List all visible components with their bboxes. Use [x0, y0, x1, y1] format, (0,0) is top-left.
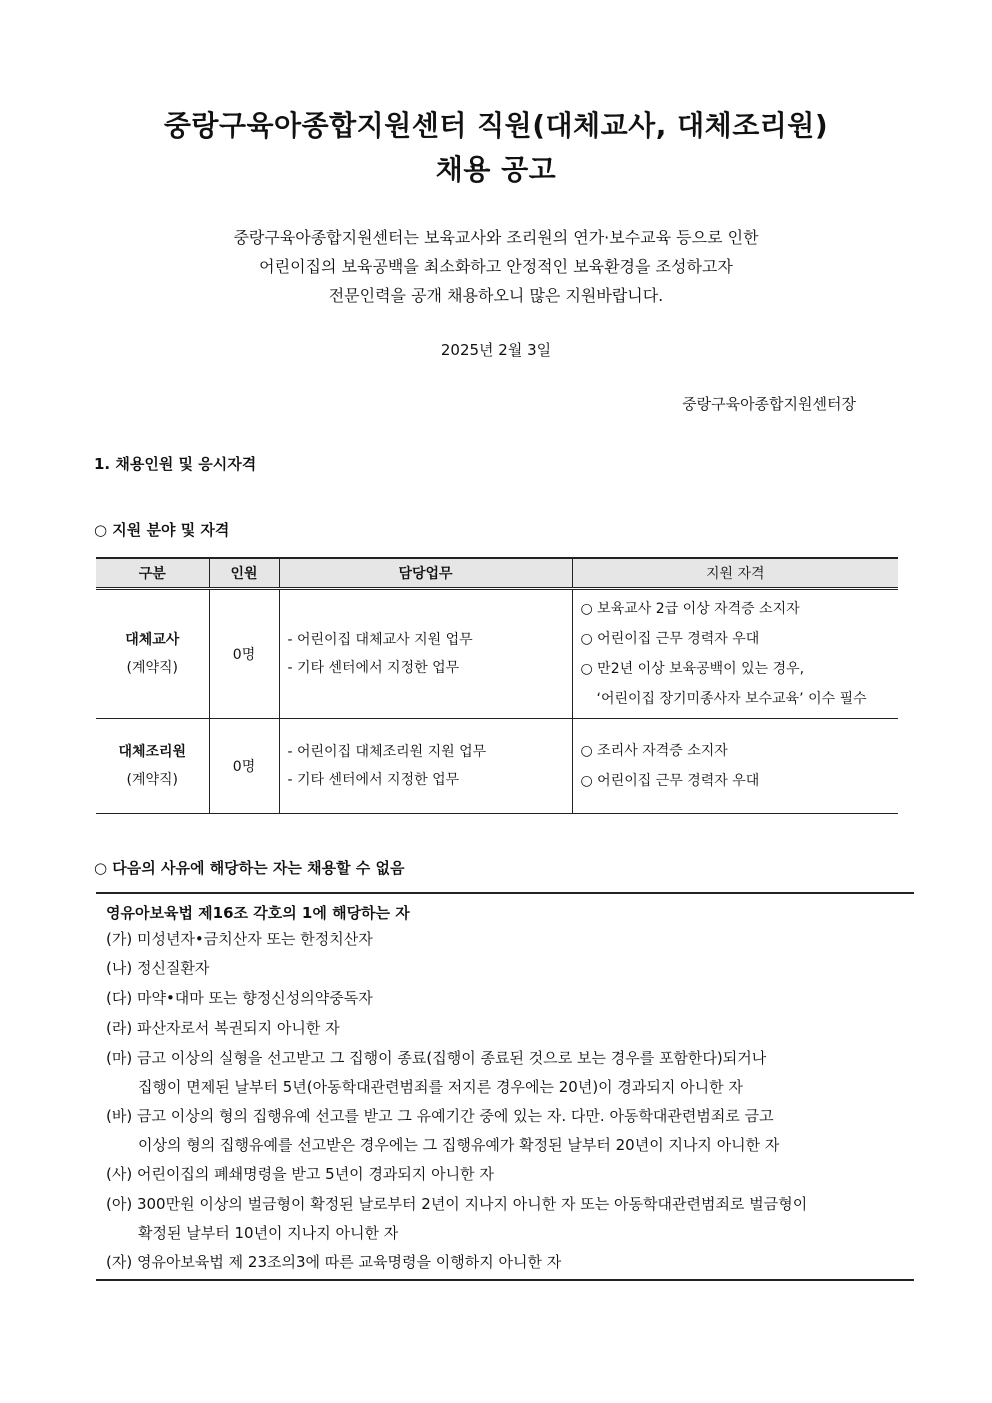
contract-type: (계약직) — [126, 659, 178, 676]
list-item: (사) 어린이집의 폐쇄명령을 받고 5년이 경과되지 아니한 자 — [106, 1165, 494, 1183]
table-row — [96, 588, 898, 718]
headcount-cell: 0명 — [209, 718, 279, 813]
list-item: (자) 영유아보육법 제 23조의3에 따른 교육명령을 이행하지 아니한 자 — [106, 1253, 562, 1271]
category-name: 대체교사 — [125, 631, 180, 648]
contract-type: (계약직) — [126, 771, 178, 788]
sub-heading-disqualifications: ○ 다음의 사유에 해당하는 자는 채용할 수 없음 — [94, 859, 405, 877]
list-item: (나) 정신질환자 — [106, 959, 210, 977]
table-row — [96, 718, 898, 813]
duty-item: - 기타 센터에서 지정한 업무 — [287, 771, 460, 788]
list-item: (마) 금고 이상의 실형을 선고받고 그 집행이 종료(집행이 종료된 것으로 보는 경우를 포함한다)되거나 — [106, 1049, 767, 1067]
intro-line: 전문인력을 공개 채용하오니 많은 지원바랍니다. — [328, 286, 664, 305]
list-item-continuation: 확정된 날부터 10년이 지나지 아니한 자 — [138, 1224, 399, 1242]
column-header: 구분 — [96, 558, 209, 588]
sub-heading-qualifications: ○ 지원 분야 및 자격 — [94, 521, 230, 539]
list-item-continuation: 집행이 면제된 날부터 5년(아동학대관련범죄를 저지른 경우에는 20년)이 경과되지 아니한 자 — [138, 1078, 743, 1096]
category-cell — [96, 588, 209, 718]
column-header: 지원 자격 — [572, 558, 898, 588]
column-header: 담당업무 — [279, 558, 572, 588]
box-title: 영유아보육법 제16조 각호의 1에 해당하는 자 — [106, 904, 410, 922]
requirement-item: ○ 어린이집 근무 경력자 우대 — [580, 630, 760, 647]
duty-item: - 기타 센터에서 지정한 업무 — [287, 659, 460, 676]
column-header: 인원 — [209, 558, 279, 588]
list-item: (가) 미성년자•금치산자 또는 한정치산자 — [106, 930, 373, 948]
requirement-item: ○ 어린이집 근무 경력자 우대 — [580, 772, 760, 789]
intro-line: 중랑구육아종합지원센터는 보육교사와 조리원의 연가·보수교육 등으로 인한 — [233, 228, 759, 247]
list-item-continuation: 이상의 형의 집행유예를 선고받은 경우에는 그 집행유예가 확정된 날부터 20년이 지나지 아니한 자 — [138, 1136, 780, 1154]
section-heading-recruitment: 1. 채용인원 및 응시자격 — [94, 455, 257, 473]
requirement-item: ○ 만2년 이상 보육공백이 있는 경우, — [580, 660, 805, 677]
signer: 중랑구육아종합지원센터장 — [682, 395, 856, 413]
requirement-item: ○ 조리사 자격증 소지자 — [580, 742, 728, 759]
qualification-table — [96, 557, 898, 814]
requirements-cell — [572, 718, 898, 813]
intro-line: 어린이집의 보육공백을 최소화하고 안정적인 보육환경을 조성하고자 — [259, 257, 733, 276]
requirements-cell — [572, 588, 898, 718]
duties-cell — [279, 718, 572, 813]
list-item: (아) 300만원 이상의 벌금형이 확정된 날로부터 2년이 지나지 아니한 자 또는 아동학대관련범죄로 벌금형이 — [106, 1195, 808, 1213]
duty-item: - 어린이집 대체교사 지원 업무 — [287, 631, 473, 648]
headcount-cell: 0명 — [209, 588, 279, 718]
category-name: 대체조리원 — [118, 743, 187, 760]
list-item: (라) 파산자로서 복권되지 아니한 자 — [106, 1019, 340, 1037]
table-header-row — [96, 558, 898, 588]
requirement-item: ○ 보육교사 2급 이상 자격증 소지자 — [580, 600, 800, 617]
page-subtitle: 채용 공고 — [435, 153, 557, 186]
announcement-date: 2025년 2월 3일 — [440, 341, 552, 359]
intro-paragraph — [0, 223, 992, 310]
duty-item: - 어린이집 대체조리원 지원 업무 — [287, 743, 487, 760]
list-item: (다) 마약•대마 또는 향정신성의약중독자 — [106, 989, 373, 1007]
list-item: (바) 금고 이상의 형의 집행유예 선고를 받고 그 유예기간 중에 있는 자. 다만. 아동학대관련범죄로 금고 — [106, 1107, 774, 1125]
disqualification-box — [96, 892, 914, 1281]
duties-cell — [279, 588, 572, 718]
category-cell — [96, 718, 209, 813]
page-title: 중랑구육아종합지원센터 직원(대체교사, 대체조리원) — [163, 109, 829, 142]
requirement-continuation: ‘어린이집 장기미종사자 보수교육’ 이수 필수 — [596, 690, 867, 707]
